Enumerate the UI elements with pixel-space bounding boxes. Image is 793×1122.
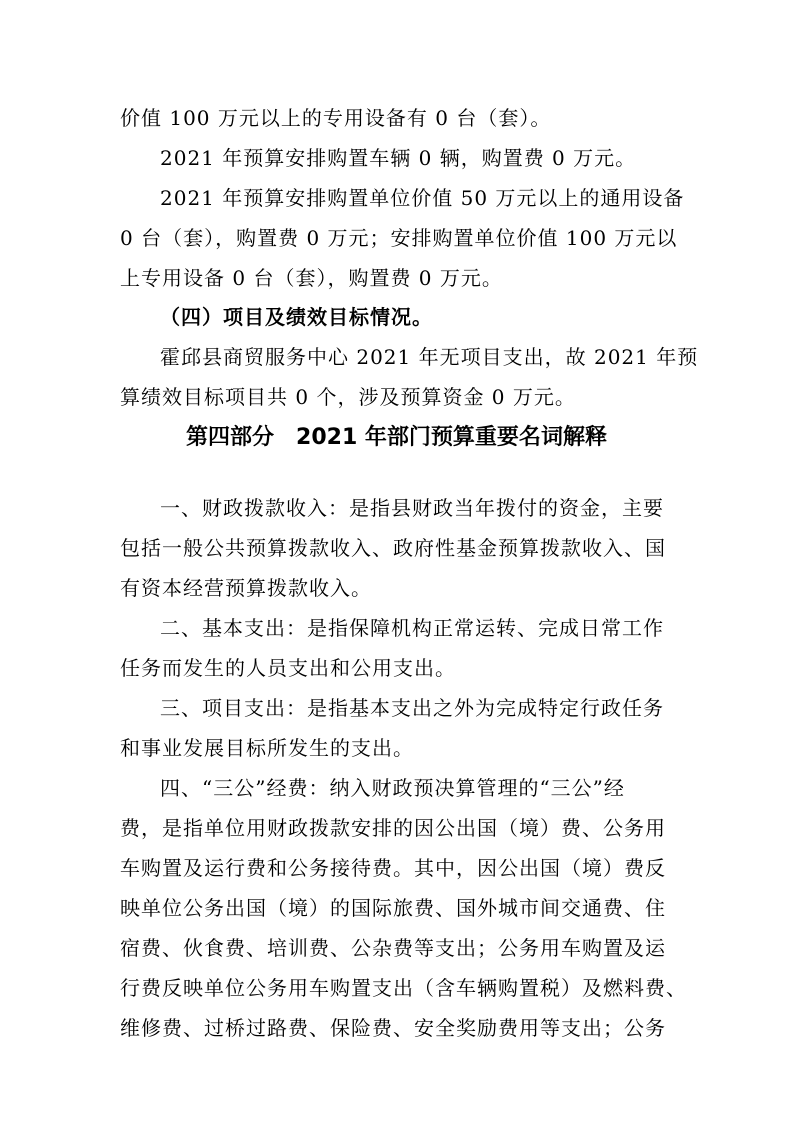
text-line: 费，是指单位用财政拨款安排的因公出国（境）费、公务用	[120, 816, 666, 840]
text-line: 霍邱县商贸服务中心 2021 年无项目支出，故 2021 年预	[160, 345, 699, 369]
text-line: 上专用设备 0 台（套），购置费 0 万元。	[120, 266, 503, 290]
text-line: 算绩效目标项目共 0 个，涉及预算资金 0 万元。	[120, 385, 576, 409]
text-line: 2021 年预算安排购置车辆 0 辆，购置费 0 万元。	[160, 146, 637, 170]
text-line: 和事业发展目标所发生的支出。	[120, 736, 414, 760]
text-line: 三、项目支出：是指基本支出之外为完成特定行政任务	[160, 696, 664, 720]
text-line: 车购置及运行费和公务接待费。其中，因公出国（境）费反	[120, 856, 666, 880]
text-line: 有资本经营预算拨款收入。	[120, 576, 372, 600]
text-line: 映单位公务出国（境）的国际旅费、国外城市间交通费、住	[120, 896, 666, 920]
text-line: 任务而发生的人员支出和公用支出。	[120, 656, 456, 680]
text-line: 0 台（套），购置费 0 万元；安排购置单位价值 100 万元以	[120, 226, 678, 250]
text-line: 2021 年预算安排购置单位价值 50 万元以上的通用设备	[160, 186, 685, 210]
subsection-heading: （四）项目及绩效目标情况。	[160, 305, 433, 329]
text-line: 二、基本支出：是指保障机构正常运转、完成日常工作	[160, 616, 664, 640]
text-line: 四、“三公”经费：纳入财政预决算管理的“三公”经	[160, 776, 625, 800]
text-line: 宿费、伙食费、培训费、公杂费等支出；公务用车购置及运	[120, 936, 666, 960]
text-line: 维修费、过桥过路费、保险费、安全奖励费用等支出；公务	[120, 1016, 666, 1040]
text-line: 一、财政拨款收入：是指县财政当年拨付的资金，主要	[160, 496, 664, 520]
text-line: 价值 100 万元以上的专用设备有 0 台（套）。	[120, 106, 552, 130]
text-line: 行费反映单位公务用车购置支出（含车辆购置税）及燃料费、	[120, 976, 687, 1000]
text-line: 包括一般公共预算拨款收入、政府性基金预算拨款收入、国	[120, 536, 666, 560]
section-title: 第四部分 2021 年部门预算重要名词解释	[186, 425, 607, 450]
